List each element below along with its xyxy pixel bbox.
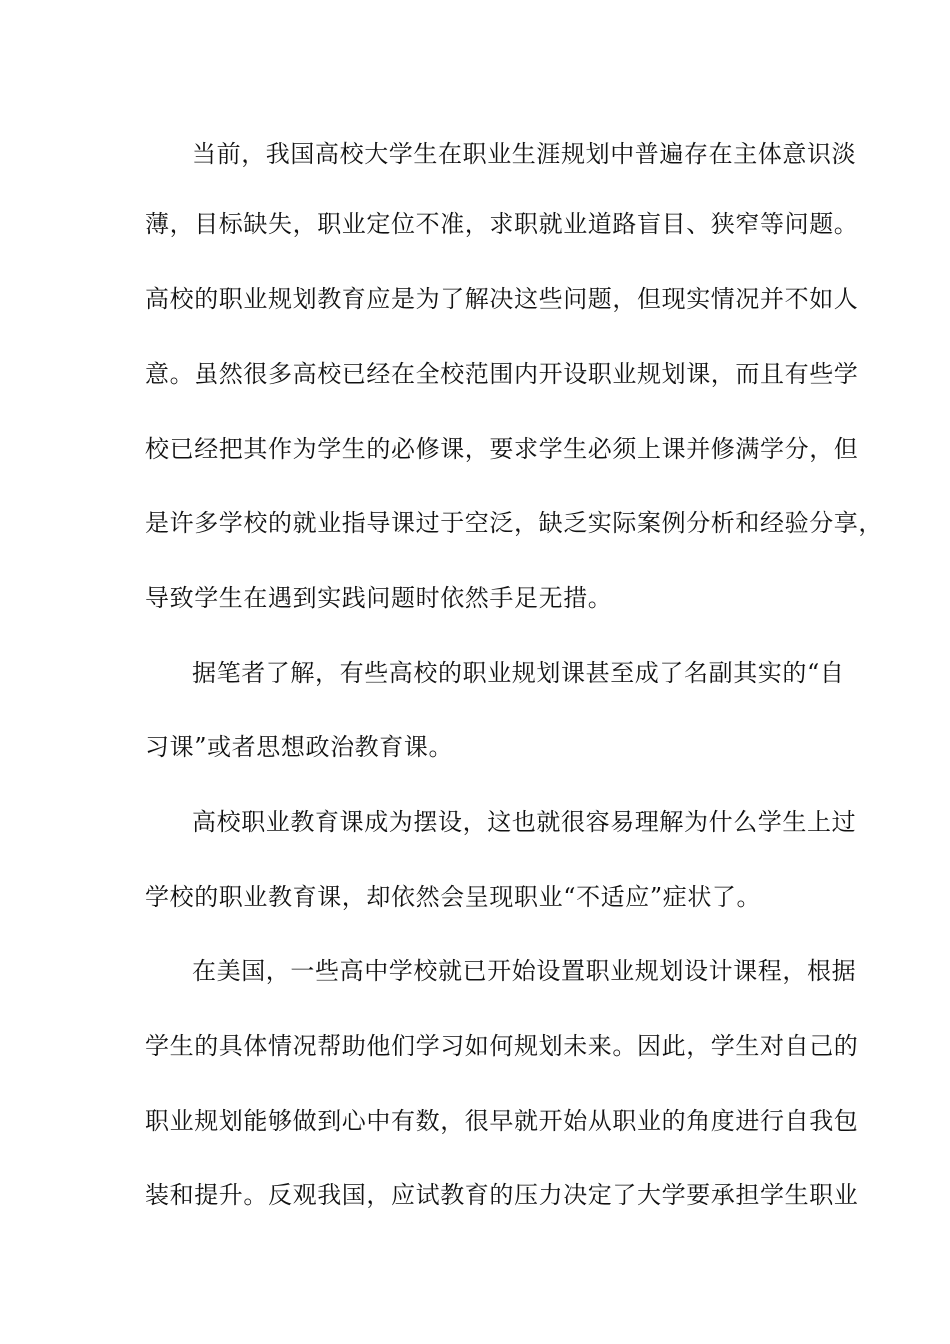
paragraph-2-line-1: 据笔者了解，有些高校的职业规划课甚至成了名副其实的“自 [192,659,845,687]
paragraph-1-line-7: 导致学生在遇到实践问题时依然手足无措。 [145,584,613,612]
paragraph-4-line-3: 职业规划能够做到心中有数，很早就开始从职业的角度进行自我包 [145,1107,859,1135]
paragraph-1-line-2: 薄，目标缺失，职业定位不准，求职就业道路盲目、狭窄等问题。 [145,210,859,238]
paragraph-2-line-2: 习课”或者思想政治教育课。 [145,733,454,761]
paragraph-4-line-1: 在美国，一些高中学校就已开始设置职业规划设计课程，根据 [192,957,857,985]
paragraph-1-line-5: 校已经把其作为学生的必修课，要求学生必须上课并修满学分，但 [145,435,859,463]
paragraph-1-line-1: 当前，我国高校大学生在职业生涯规划中普遍存在主体意识淡 [192,140,857,168]
paragraph-1-line-3: 高校的职业规划教育应是为了解决这些问题，但现实情况并不如人 [145,285,859,313]
paragraph-1-line-6: 是许多学校的就业指导课过于空泛，缺乏实际案例分析和经验分享， [145,509,883,537]
paragraph-1-line-4: 意。虽然很多高校已经在全校范围内开设职业规划课，而且有些学 [145,360,859,388]
paragraph-3-line-1: 高校职业教育课成为摆设，这也就很容易理解为什么学生上过 [192,808,857,836]
paragraph-4-line-4: 装和提升。反观我国，应试教育的压力决定了大学要承担学生职业 [145,1181,859,1209]
paragraph-4-line-2: 学生的具体情况帮助他们学习如何规划未来。因此，学生对自己的 [145,1032,859,1060]
paragraph-3-line-2: 学校的职业教育课，却依然会呈现职业“不适应”症状了。 [145,883,762,911]
